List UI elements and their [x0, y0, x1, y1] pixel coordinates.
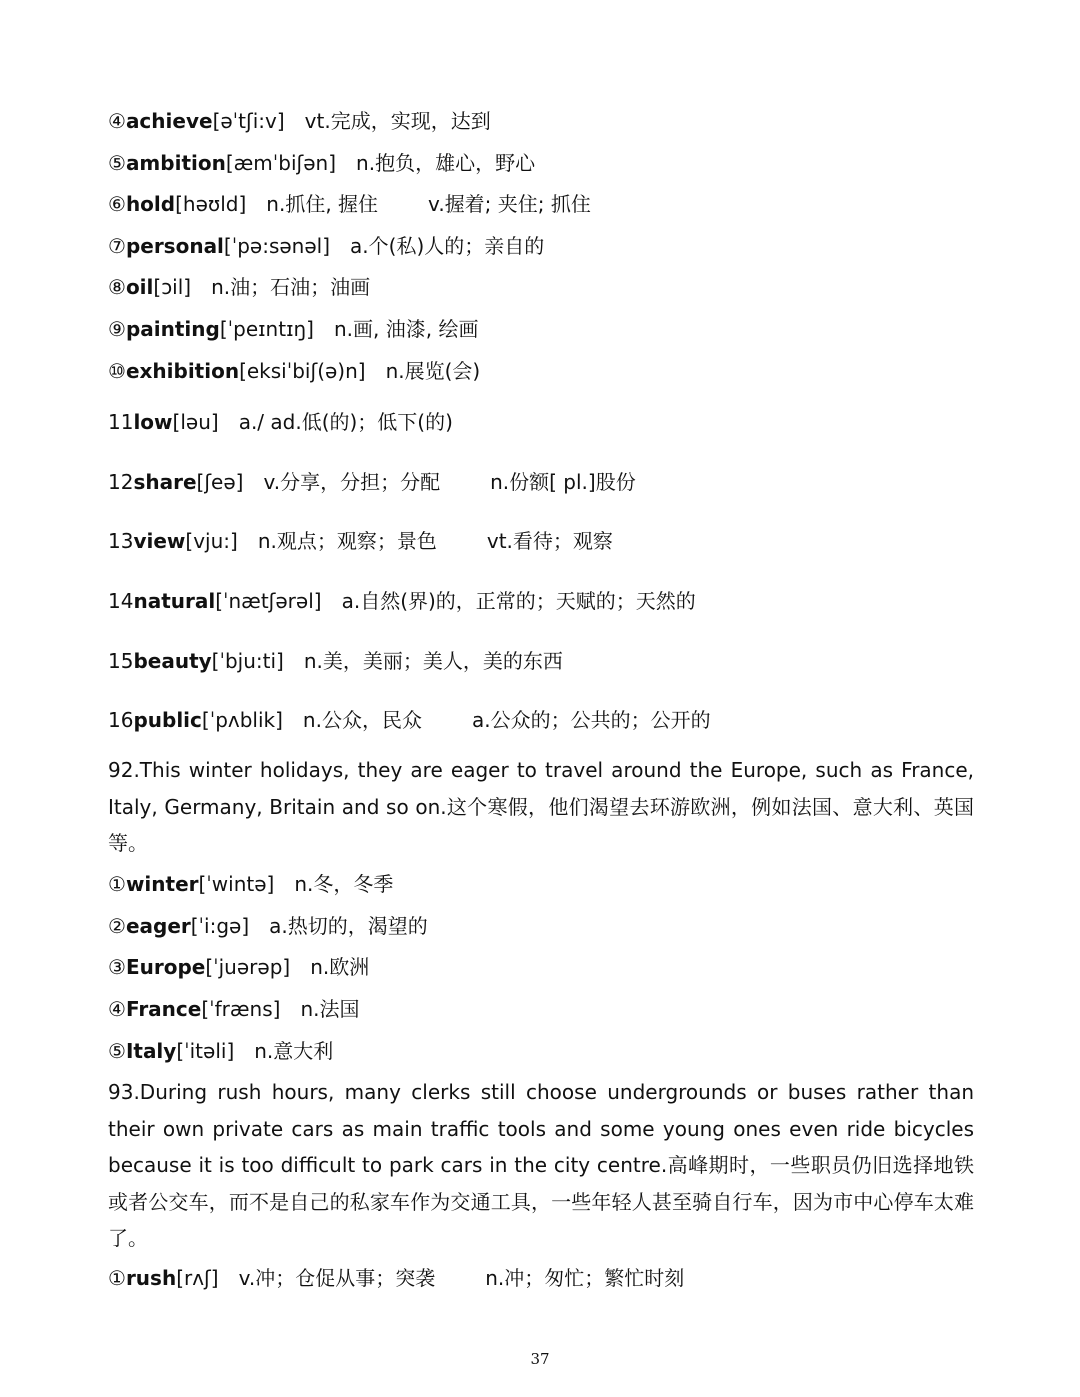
entry-word: hold [125, 192, 176, 216]
entry-definition: n.冲；匆忙；繁忙时刻 [485, 1266, 685, 1290]
vocab-entry [108, 870, 393, 898]
entry-word: Europe [125, 955, 206, 979]
entry-definition: a.公众的；公共的；公开的 [471, 708, 711, 732]
entry-word: Italy [125, 1039, 177, 1063]
vocab-entry [108, 1037, 333, 1065]
entry-phonetic: [ˈwintə] [198, 872, 275, 896]
vocab-entry [108, 149, 535, 177]
entry-phonetic: [eksiˈbiʃ(ə)n] [239, 359, 366, 383]
entry-number: 13 [108, 529, 134, 553]
vocab-entry [108, 587, 696, 615]
entry-definition: a.自然(界)的，正常的；天赋的；天然的 [341, 589, 696, 613]
entry-definition: n.冬，冬季 [294, 872, 394, 896]
entry-phonetic: [ˈjuərəp] [205, 955, 291, 979]
vocab-entry [108, 273, 370, 301]
entry-definition: v.分享，分担；分配 [263, 470, 441, 494]
entry-phonetic: [vju:] [185, 529, 238, 553]
entry-word: ambition [125, 151, 226, 175]
entry-word: personal [125, 234, 224, 258]
entry-number: 11 [108, 410, 134, 434]
entry-definition: v.握着; 夹住; 抓住 [428, 192, 591, 216]
vocab-entry [108, 190, 591, 218]
entry-phonetic: [həʊld] [175, 192, 247, 216]
entry-phonetic: [ˈitəli] [176, 1039, 235, 1063]
entry-definition: n.油；石油；油画 [211, 275, 371, 299]
vocab-entry [108, 706, 711, 734]
entry-phonetic: [ˈnætʃərəl] [215, 589, 322, 613]
entry-word: view [133, 529, 186, 553]
entry-definition: n.抓住, 握住 [266, 192, 379, 216]
entry-definition: v.冲；仓促从事；突袭 [238, 1266, 436, 1290]
entry-number: ⑦ [108, 234, 126, 258]
entry-phonetic: [ˈpə:sənəl] [223, 234, 331, 258]
entry-definition: n.法国 [300, 997, 360, 1021]
entry-definition: n.画, 油漆, 绘画 [334, 317, 479, 341]
entry-number: ④ [108, 109, 126, 133]
entry-phonetic: [ˈpʌblik] [201, 708, 283, 732]
page-number: 37 [530, 1350, 550, 1368]
vocab-entry [108, 315, 478, 343]
entry-phonetic: [əˈtʃi:v] [212, 109, 285, 133]
entry-number: 15 [108, 649, 134, 673]
entry-definition: vt.完成，实现，达到 [304, 109, 491, 133]
entry-word: beauty [133, 649, 212, 673]
entry-definition: n.份额[ pl.]股份 [490, 470, 636, 494]
vocab-entry [108, 357, 480, 385]
vocab-entry [108, 995, 360, 1023]
entry-word: exhibition [125, 359, 240, 383]
entry-definition: n.观点；观察；景色 [257, 529, 437, 553]
entry-phonetic: [rʌʃ] [176, 1266, 219, 1290]
entry-definition: n.意大利 [254, 1039, 334, 1063]
entry-phonetic: [æmˈbiʃən] [225, 151, 337, 175]
entry-number: 12 [108, 470, 134, 494]
entry-word: achieve [125, 109, 213, 133]
entry-number: ② [108, 914, 126, 938]
entry-phonetic: [ˈi:gə] [190, 914, 250, 938]
vocab-entry [108, 468, 636, 496]
entry-number: ① [108, 1266, 126, 1290]
entry-definition: n.展览(会) [385, 359, 481, 383]
entry-definition: n.美，美丽；美人，美的东西 [303, 649, 563, 673]
entry-definition: n.公众，民众 [302, 708, 422, 732]
entry-phonetic: [ʃeə] [196, 470, 244, 494]
vocab-entry [108, 647, 563, 675]
entry-number: ⑤ [108, 1039, 126, 1063]
vocab-entry [108, 953, 369, 981]
vocab-entry [108, 527, 613, 555]
entry-definition: a./ ad.低(的)；低下(的) [238, 410, 453, 434]
vocab-entry [108, 107, 491, 135]
entry-word: eager [125, 914, 191, 938]
entry-number: ⑥ [108, 192, 126, 216]
entry-number: ③ [108, 955, 126, 979]
entry-number: 14 [108, 589, 134, 613]
entry-definition: n.欧洲 [310, 955, 370, 979]
entry-word: winter [125, 872, 199, 896]
entry-phonetic: [ˈpeɪntɪŋ] [219, 317, 314, 341]
entry-definition: n.抱负，雄心，野心 [356, 151, 536, 175]
vocab-entry [108, 408, 453, 436]
entry-word: share [133, 470, 197, 494]
entry-number: ⑧ [108, 275, 126, 299]
entry-definition: a.热切的，渴望的 [269, 914, 428, 938]
entry-word: oil [125, 275, 154, 299]
entry-number: ⑨ [108, 317, 126, 341]
entry-definition: vt.看待；观察 [486, 529, 613, 553]
entry-phonetic: [ləu] [172, 410, 219, 434]
vocab-entry [108, 232, 544, 260]
entry-word: painting [125, 317, 220, 341]
entry-word: France [125, 997, 202, 1021]
vocab-entry [108, 1264, 684, 1292]
entry-number: ① [108, 872, 126, 896]
entry-phonetic: [ˈfræns] [201, 997, 281, 1021]
entry-definition: a.个(私)人的；亲自的 [350, 234, 545, 258]
entry-word: natural [133, 589, 216, 613]
sentence-93: 93.During rush hours, many clerks still choose undergrounds or buses rather than their own private cars as main traffic tools and some young ones even ride bicycles because it is too difficult to park cars in the city centre.高峰期时，一些职员仍旧选择地铁或者公交车，而不是自己的私家车作为交通工具，一些年轻人甚至骑自行车，因为市中心停车太难了。 [108, 1080, 974, 1250]
entry-phonetic: [ˈbju:ti] [211, 649, 284, 673]
entry-word: public [133, 708, 202, 732]
entry-number: ⑩ [108, 359, 126, 383]
entry-number: 16 [108, 708, 134, 732]
entry-word: rush [125, 1266, 177, 1290]
sentence-92: 92.This winter holidays, they are eager to travel around the Europe, such as France, Italy, Germany, Britain and so on.这个寒假，他们渴望去环游欧洲，例如法国、意大利、英国等。 [108, 758, 974, 855]
entry-number: ④ [108, 997, 126, 1021]
entry-number: ⑤ [108, 151, 126, 175]
entry-phonetic: [ɔil] [153, 275, 192, 299]
vocab-entry [108, 912, 428, 940]
entry-word: low [133, 410, 173, 434]
